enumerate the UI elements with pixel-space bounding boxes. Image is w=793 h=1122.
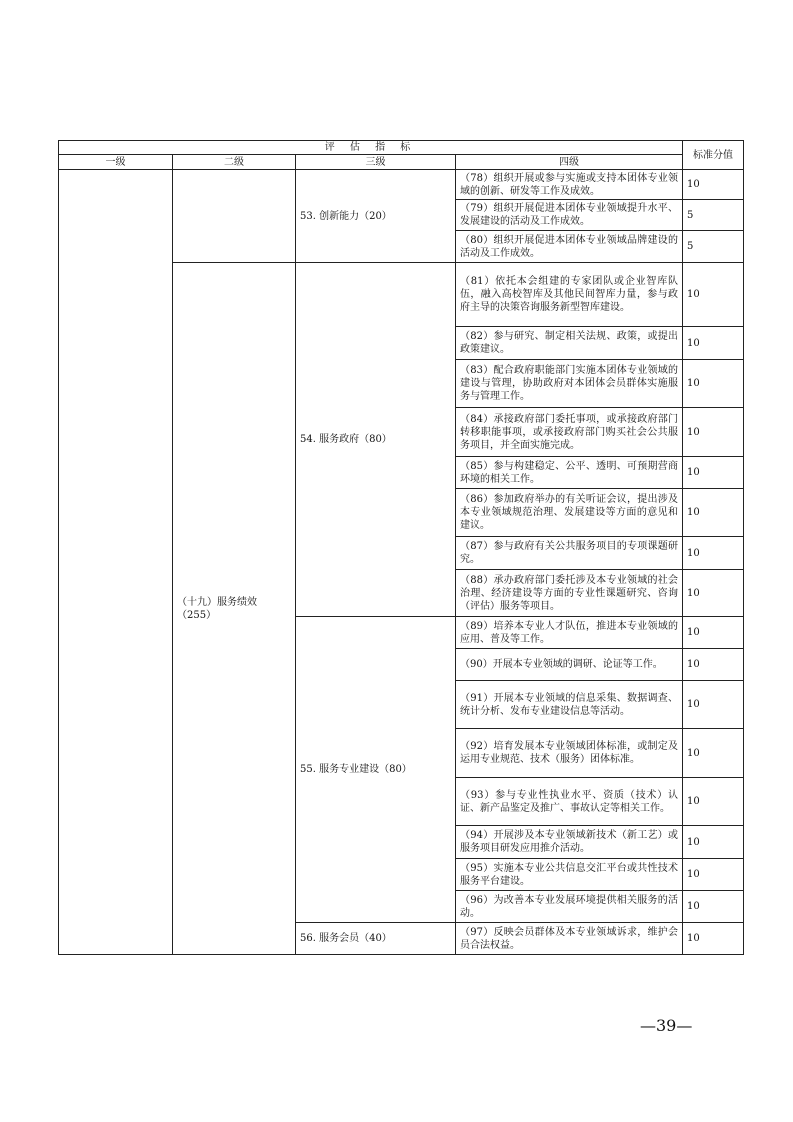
score-cell: 10 xyxy=(683,327,744,360)
score-cell: 10 xyxy=(683,360,744,408)
level4-item: （88）承办政府部门委托涉及本专业领域的社会治理、经济建设等方面的专业性课题研究、咨询（评估）服务等项目。 xyxy=(456,570,683,617)
level4-item: （91）开展本专业领域的信息采集、数据调查、统计分析、发布专业建设信息等活动。 xyxy=(456,681,683,729)
score-cell: 5 xyxy=(683,231,744,263)
header-standard-score: 标准分值 xyxy=(683,141,744,170)
level1-cell xyxy=(59,170,173,955)
level3-item: 53. 创新能力（20） xyxy=(296,170,456,263)
header-level2: 二级 xyxy=(173,155,296,170)
score-cell: 10 xyxy=(683,170,744,200)
level3-item: 56. 服务会员（40） xyxy=(296,923,456,955)
score-cell: 10 xyxy=(683,859,744,891)
score-cell: 10 xyxy=(683,408,744,457)
score-cell: 10 xyxy=(683,617,744,649)
score-cell: 10 xyxy=(683,489,744,537)
level4-item: （79）组织开展促进本团体专业领域提升水平、发展建设的活动及工作成效。 xyxy=(456,200,683,231)
score-cell: 10 xyxy=(683,778,744,826)
score-cell: 10 xyxy=(683,570,744,617)
level4-item: （82）参与研究、制定相关法规、政策，或提出政策建议。 xyxy=(456,327,683,360)
score-cell: 10 xyxy=(683,891,744,923)
level4-item: （97）反映会员群体及本专业领域诉求，维护会员合法权益。 xyxy=(456,923,683,955)
score-cell: 10 xyxy=(683,649,744,681)
level4-item: （89）培养本专业人才队伍，推进本专业领域的应用、普及等工作。 xyxy=(456,617,683,649)
level4-item: （83）配合政府职能部门实施本团体专业领域的建设与管理，协助政府对本团体会员群体实施服务与管理工作。 xyxy=(456,360,683,408)
score-cell: 10 xyxy=(683,729,744,778)
level4-item: （86）参加政府举办的有关听证会议，提出涉及本专业领域规范治理、发展建设等方面的意见和建议。 xyxy=(456,489,683,537)
level3-item: 54. 服务政府（80） xyxy=(296,263,456,617)
header-indicators: 评 估 指 标 xyxy=(59,141,683,155)
header-level4: 四级 xyxy=(456,155,683,170)
level4-item: （78）组织开展或参与实施或支持本团体专业领域的创新、研发等工作及成效。 xyxy=(456,170,683,200)
level4-item: （92）培育发展本专业领域团体标准，或制定及运用专业规范、技术（服务）团体标准。 xyxy=(456,729,683,778)
evaluation-table xyxy=(58,140,744,955)
level4-item: （94）开展涉及本专业领域新技术（新工艺）或服务项目研发应用推介活动。 xyxy=(456,826,683,859)
header-level3: 三级 xyxy=(296,155,456,170)
level2-empty-cell xyxy=(173,170,296,263)
level4-item: （84）承接政府部门委托事项，或承接政府部门转移职能事项，或承接政府部门购买社会公共服务项目，并全面实施完成。 xyxy=(456,408,683,457)
score-cell: 10 xyxy=(683,923,744,955)
level4-item: （87）参与政府有关公共服务项目的专项课题研究。 xyxy=(456,537,683,570)
header-level1: 一级 xyxy=(59,155,173,170)
score-cell: 10 xyxy=(683,826,744,859)
level4-item: （93）参与专业性执业水平、资质（技术）认证、新产品鉴定及推广、事故认定等相关工作。 xyxy=(456,778,683,826)
score-cell: 10 xyxy=(683,681,744,729)
level4-item: （90）开展本专业领域的调研、论证等工作。 xyxy=(456,649,683,681)
level4-item: （95）实施本专业公共信息交汇平台或共性技术服务平台建设。 xyxy=(456,859,683,891)
level4-item: （96）为改善本专业发展环境提供相关服务的活动。 xyxy=(456,891,683,923)
score-cell: 10 xyxy=(683,263,744,327)
level4-item: （85）参与构建稳定、公平、透明、可预期营商环境的相关工作。 xyxy=(456,457,683,489)
level2-service-performance: （十九）服务绩效（255） xyxy=(173,263,296,955)
score-cell: 10 xyxy=(683,537,744,570)
level3-item: 55. 服务专业建设（80） xyxy=(296,617,456,923)
level4-item: （81）依托本会组建的专家团队或企业智库队伍，融入高校智库及其他民间智库力量，参与政府主导的决策咨询服务新型智库建设。 xyxy=(456,263,683,327)
score-cell: 10 xyxy=(683,457,744,489)
score-cell: 5 xyxy=(683,200,744,231)
page-number: —39— xyxy=(640,1016,693,1035)
level4-item: （80）组织开展促进本团体专业领域品牌建设的活动及工作成效。 xyxy=(456,231,683,263)
